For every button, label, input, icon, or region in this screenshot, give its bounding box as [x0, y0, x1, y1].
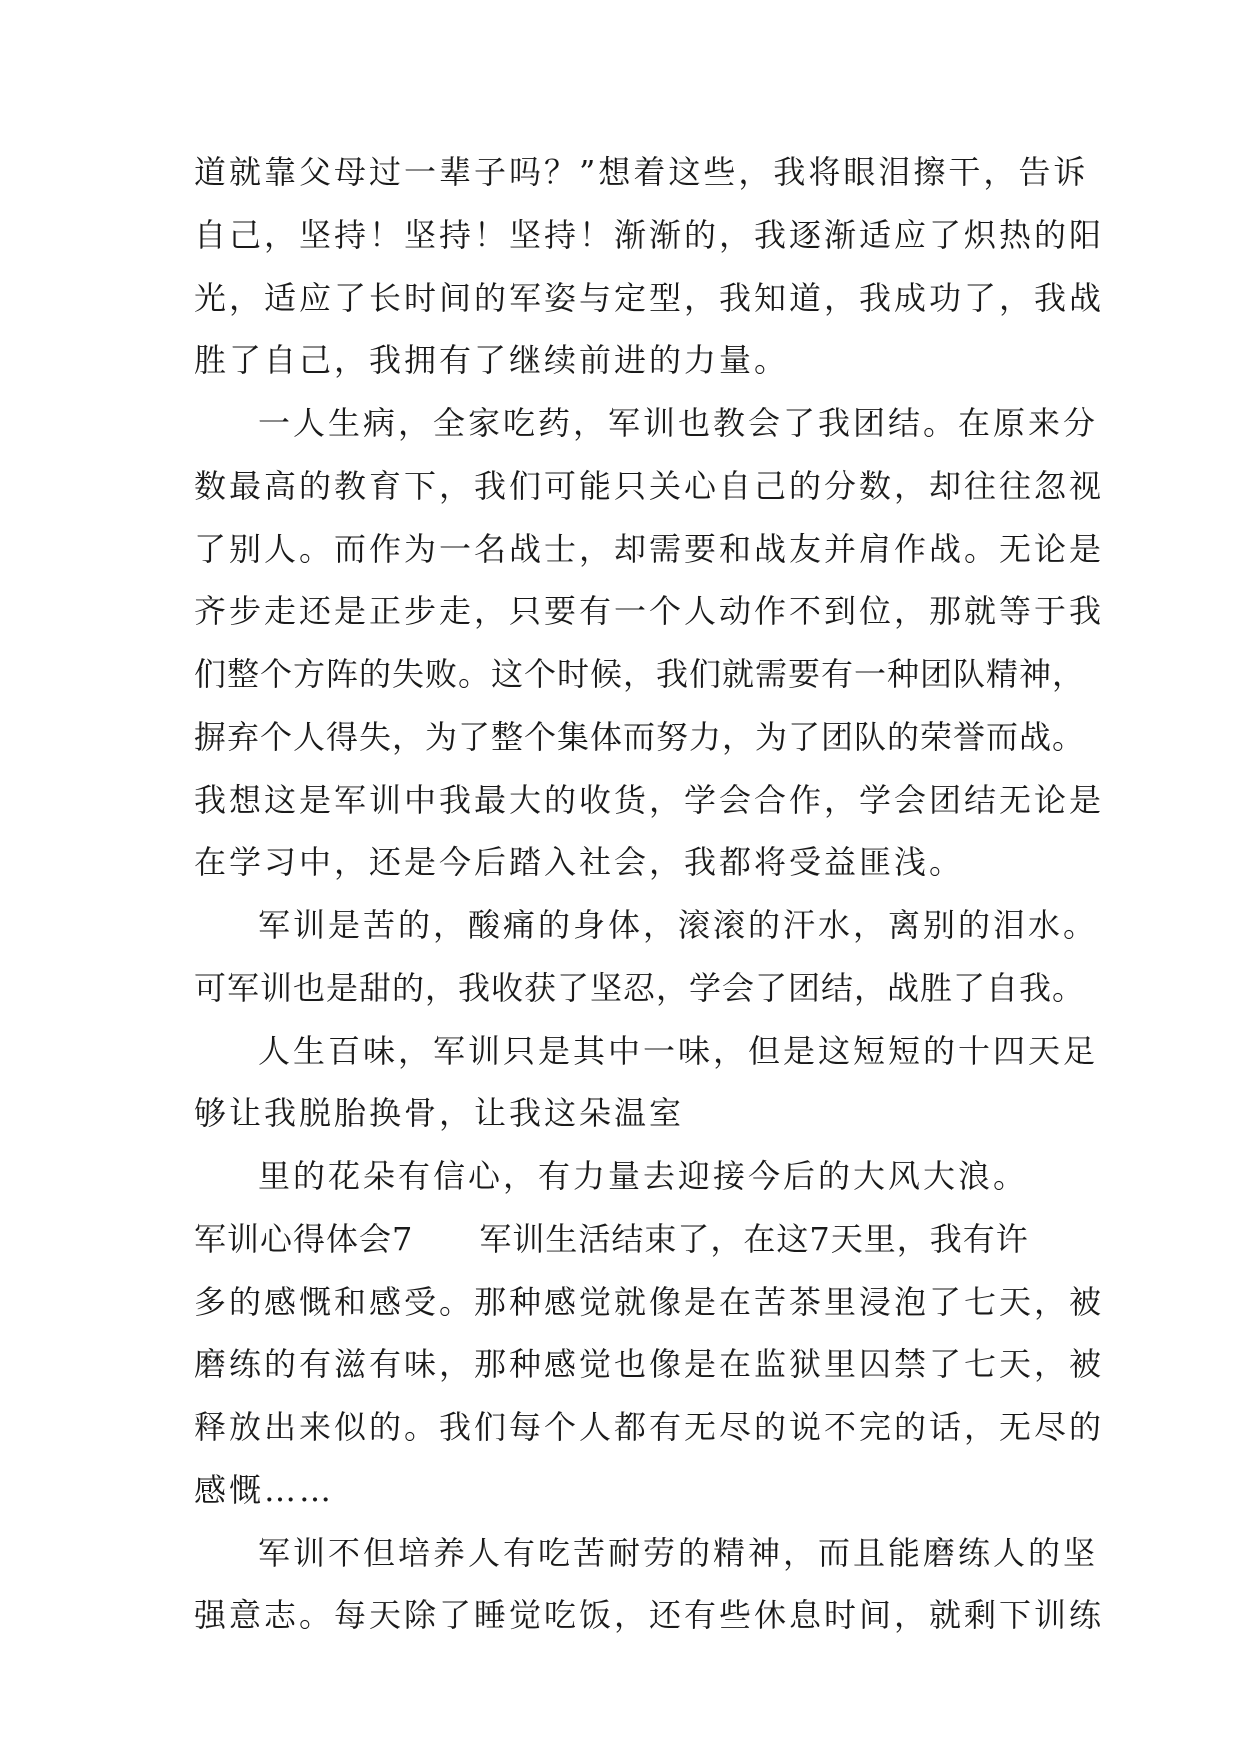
text-line: 齐步走还是正步走，只要有一个人动作不到位，那就等于我 — [194, 592, 1105, 630]
text-line: 了别人。而作为一名战士，却需要和战友并肩作战。无论是 — [194, 530, 1105, 568]
text-line: 自己，坚持！坚持！坚持！渐渐的，我逐渐适应了炽热的阳 — [194, 216, 1105, 254]
paragraph-first-line: 军训不但培养人有吃苦耐劳的精神，而且能磨练人的坚 — [258, 1534, 1099, 1572]
text-line: 摒弃个人得失，为了整个集体而努力，为了团队的荣誉而战。 — [194, 718, 1086, 756]
text-line: 我想这是军训中我最大的收货，学会合作，学会团结无论是 — [194, 781, 1105, 819]
text-line: 胜了自己，我拥有了继续前进的力量。 — [194, 341, 790, 379]
text-line: 们整个方阵的失败。这个时候，我们就需要有一种团队精神， — [194, 655, 1086, 693]
text-line: 可军训也是甜的，我收获了坚忍，学会了团结，战胜了自我。 — [194, 969, 1086, 1007]
paragraph-first-line: 人生百味，军训只是其中一味，但是这短短的十四天足 — [258, 1032, 1099, 1070]
paragraph-first-line: 一人生病，全家吃药，军训也教会了我团结。在原来分 — [258, 404, 1099, 442]
text-line: 道就靠父母过一辈子吗？”想着这些，我将眼泪擦干，告诉 — [194, 153, 1089, 191]
text-line: 感慨…… — [194, 1471, 335, 1509]
text-line: 磨练的有滋有味，那种感觉也像是在监狱里囚禁了七天，被 — [194, 1345, 1105, 1383]
text-line: 光，适应了长时间的军姿与定型，我知道，我成功了，我战 — [194, 279, 1105, 317]
text-line: 多的感慨和感受。那种感觉就像是在苦茶里浸泡了七天，被 — [194, 1283, 1105, 1321]
text-line: 数最高的教育下，我们可能只关心自己的分数，却往往忽视 — [194, 467, 1105, 505]
paragraph-first-line: 军训是苦的，酸痛的身体，滚滚的汗水，离别的泪水。 — [258, 906, 1099, 944]
text-line: 释放出来似的。我们每个人都有无尽的说不完的话，无尽的 — [194, 1408, 1105, 1446]
text-line: 在学习中，还是今后踏入社会，我都将受益匪浅。 — [194, 843, 965, 881]
text-line: 强意志。每天除了睡觉吃饭，还有些休息时间，就剩下训练 — [194, 1596, 1105, 1634]
section-heading-line: 军训心得体会7 军训生活结束了，在这7天里，我有许 — [194, 1220, 1029, 1258]
paragraph-first-line: 里的花朵有信心，有力量去迎接今后的大风大浪。 — [258, 1157, 1029, 1195]
text-line: 够让我脱胎换骨，让我这朵温室 — [194, 1094, 685, 1132]
